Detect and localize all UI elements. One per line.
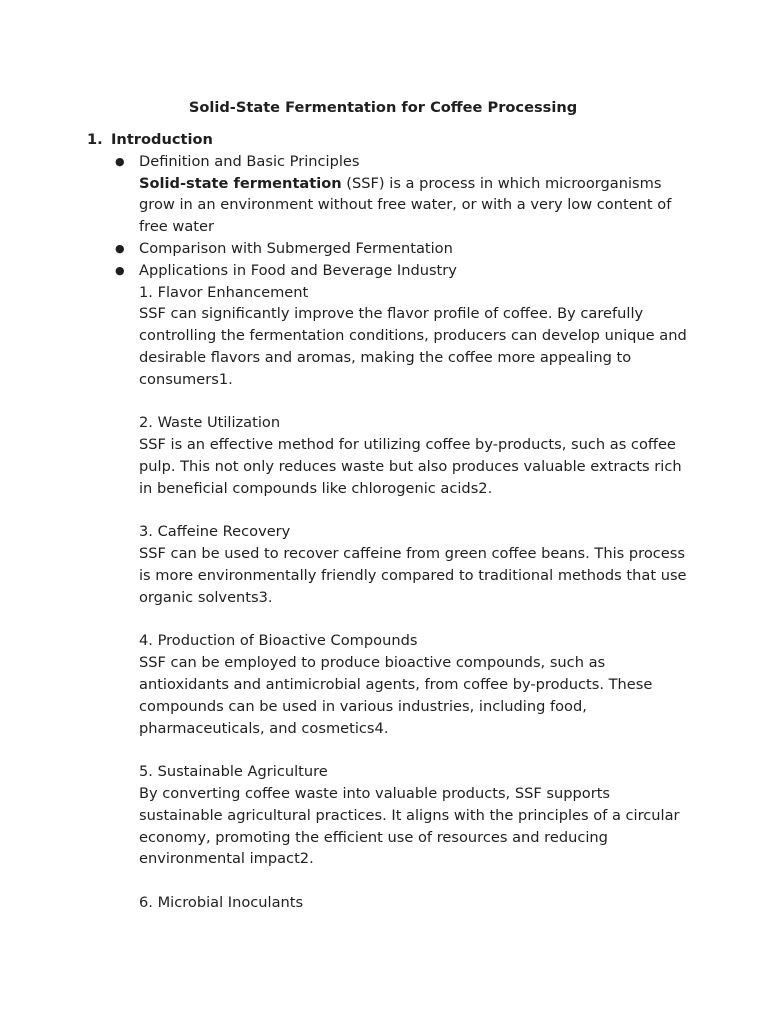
- bullet-item-comparison: [87, 238, 687, 260]
- bullet-label: Applications in Food and Beverage Industry: [139, 261, 457, 279]
- document-title: Solid-State Fermentation for Coffee Processing: [188, 99, 578, 116]
- application-heading: 6. Microbial Inoculants: [139, 893, 304, 911]
- paragraph-spacer: [139, 739, 687, 761]
- section-title: Introduction: [111, 131, 213, 148]
- definition-paragraph: [139, 173, 687, 238]
- paragraph-spacer: [139, 500, 687, 522]
- bullet-label: Comparison with Submerged Fermentation: [139, 239, 453, 257]
- application-heading: 3. Caffeine Recovery: [139, 523, 291, 541]
- section-heading: [87, 129, 687, 151]
- bullet-dot-icon: ●: [115, 241, 125, 255]
- application-heading: 5. Sustainable Agriculture: [139, 763, 328, 781]
- bullet-dot-icon: ●: [115, 263, 125, 277]
- definition-term: Solid-state fermentation: [139, 174, 342, 192]
- application-heading: 2. Waste Utilization: [139, 414, 281, 432]
- application-heading: 1. Flavor Enhancement: [139, 283, 309, 301]
- paragraph-spacer: [139, 870, 687, 892]
- application-text: SSF can be employed to produce bioactive compounds, such as antioxidants and antimicrobial agents, from coffee by-products. These compounds can be used in various industries, including food, pharmaceuticals, and cosmetics4.: [139, 654, 653, 737]
- bullet-item-definition: [87, 151, 687, 238]
- application-text: SSF can be used to recover caffeine from green coffee beans. This process is more environmentally friendly compared to traditional methods that use organic solvents3.: [139, 545, 687, 606]
- bullet-label: Definition and Basic Principles: [139, 152, 360, 170]
- bullet-list: [87, 151, 687, 914]
- application-heading: 4. Production of Bioactive Compounds: [139, 632, 418, 650]
- paragraph-spacer: [139, 391, 687, 413]
- application-text: By converting coffee waste into valuable products, SSF supports sustainable agricultural practices. It aligns with the principles of a circular economy, promoting the efficient use of resources and reducing environmental impact2.: [139, 784, 680, 868]
- section-number: 1.: [87, 131, 103, 148]
- application-text: SSF can significantly improve the flavor profile of coffee. By carefully controlling the fermentation conditions, producers can develop unique and desirable flavors and aromas, making the coffee more appealing to consumers1.: [139, 305, 687, 388]
- paragraph-spacer: [139, 609, 687, 631]
- application-text: SSF is an effective method for utilizing coffee by-products, such as coffee pulp. This not only reduces waste but also produces valuable extracts rich in beneficial compounds like chlorogenic acids2.: [139, 436, 682, 497]
- bullet-item-applications: [87, 260, 687, 914]
- bullet-dot-icon: ●: [115, 154, 125, 168]
- definition-text: (SSF) is a process in which microorganisms grow in an environment without free water, or with a very low content of free water: [139, 174, 672, 236]
- section-introduction: [87, 129, 687, 914]
